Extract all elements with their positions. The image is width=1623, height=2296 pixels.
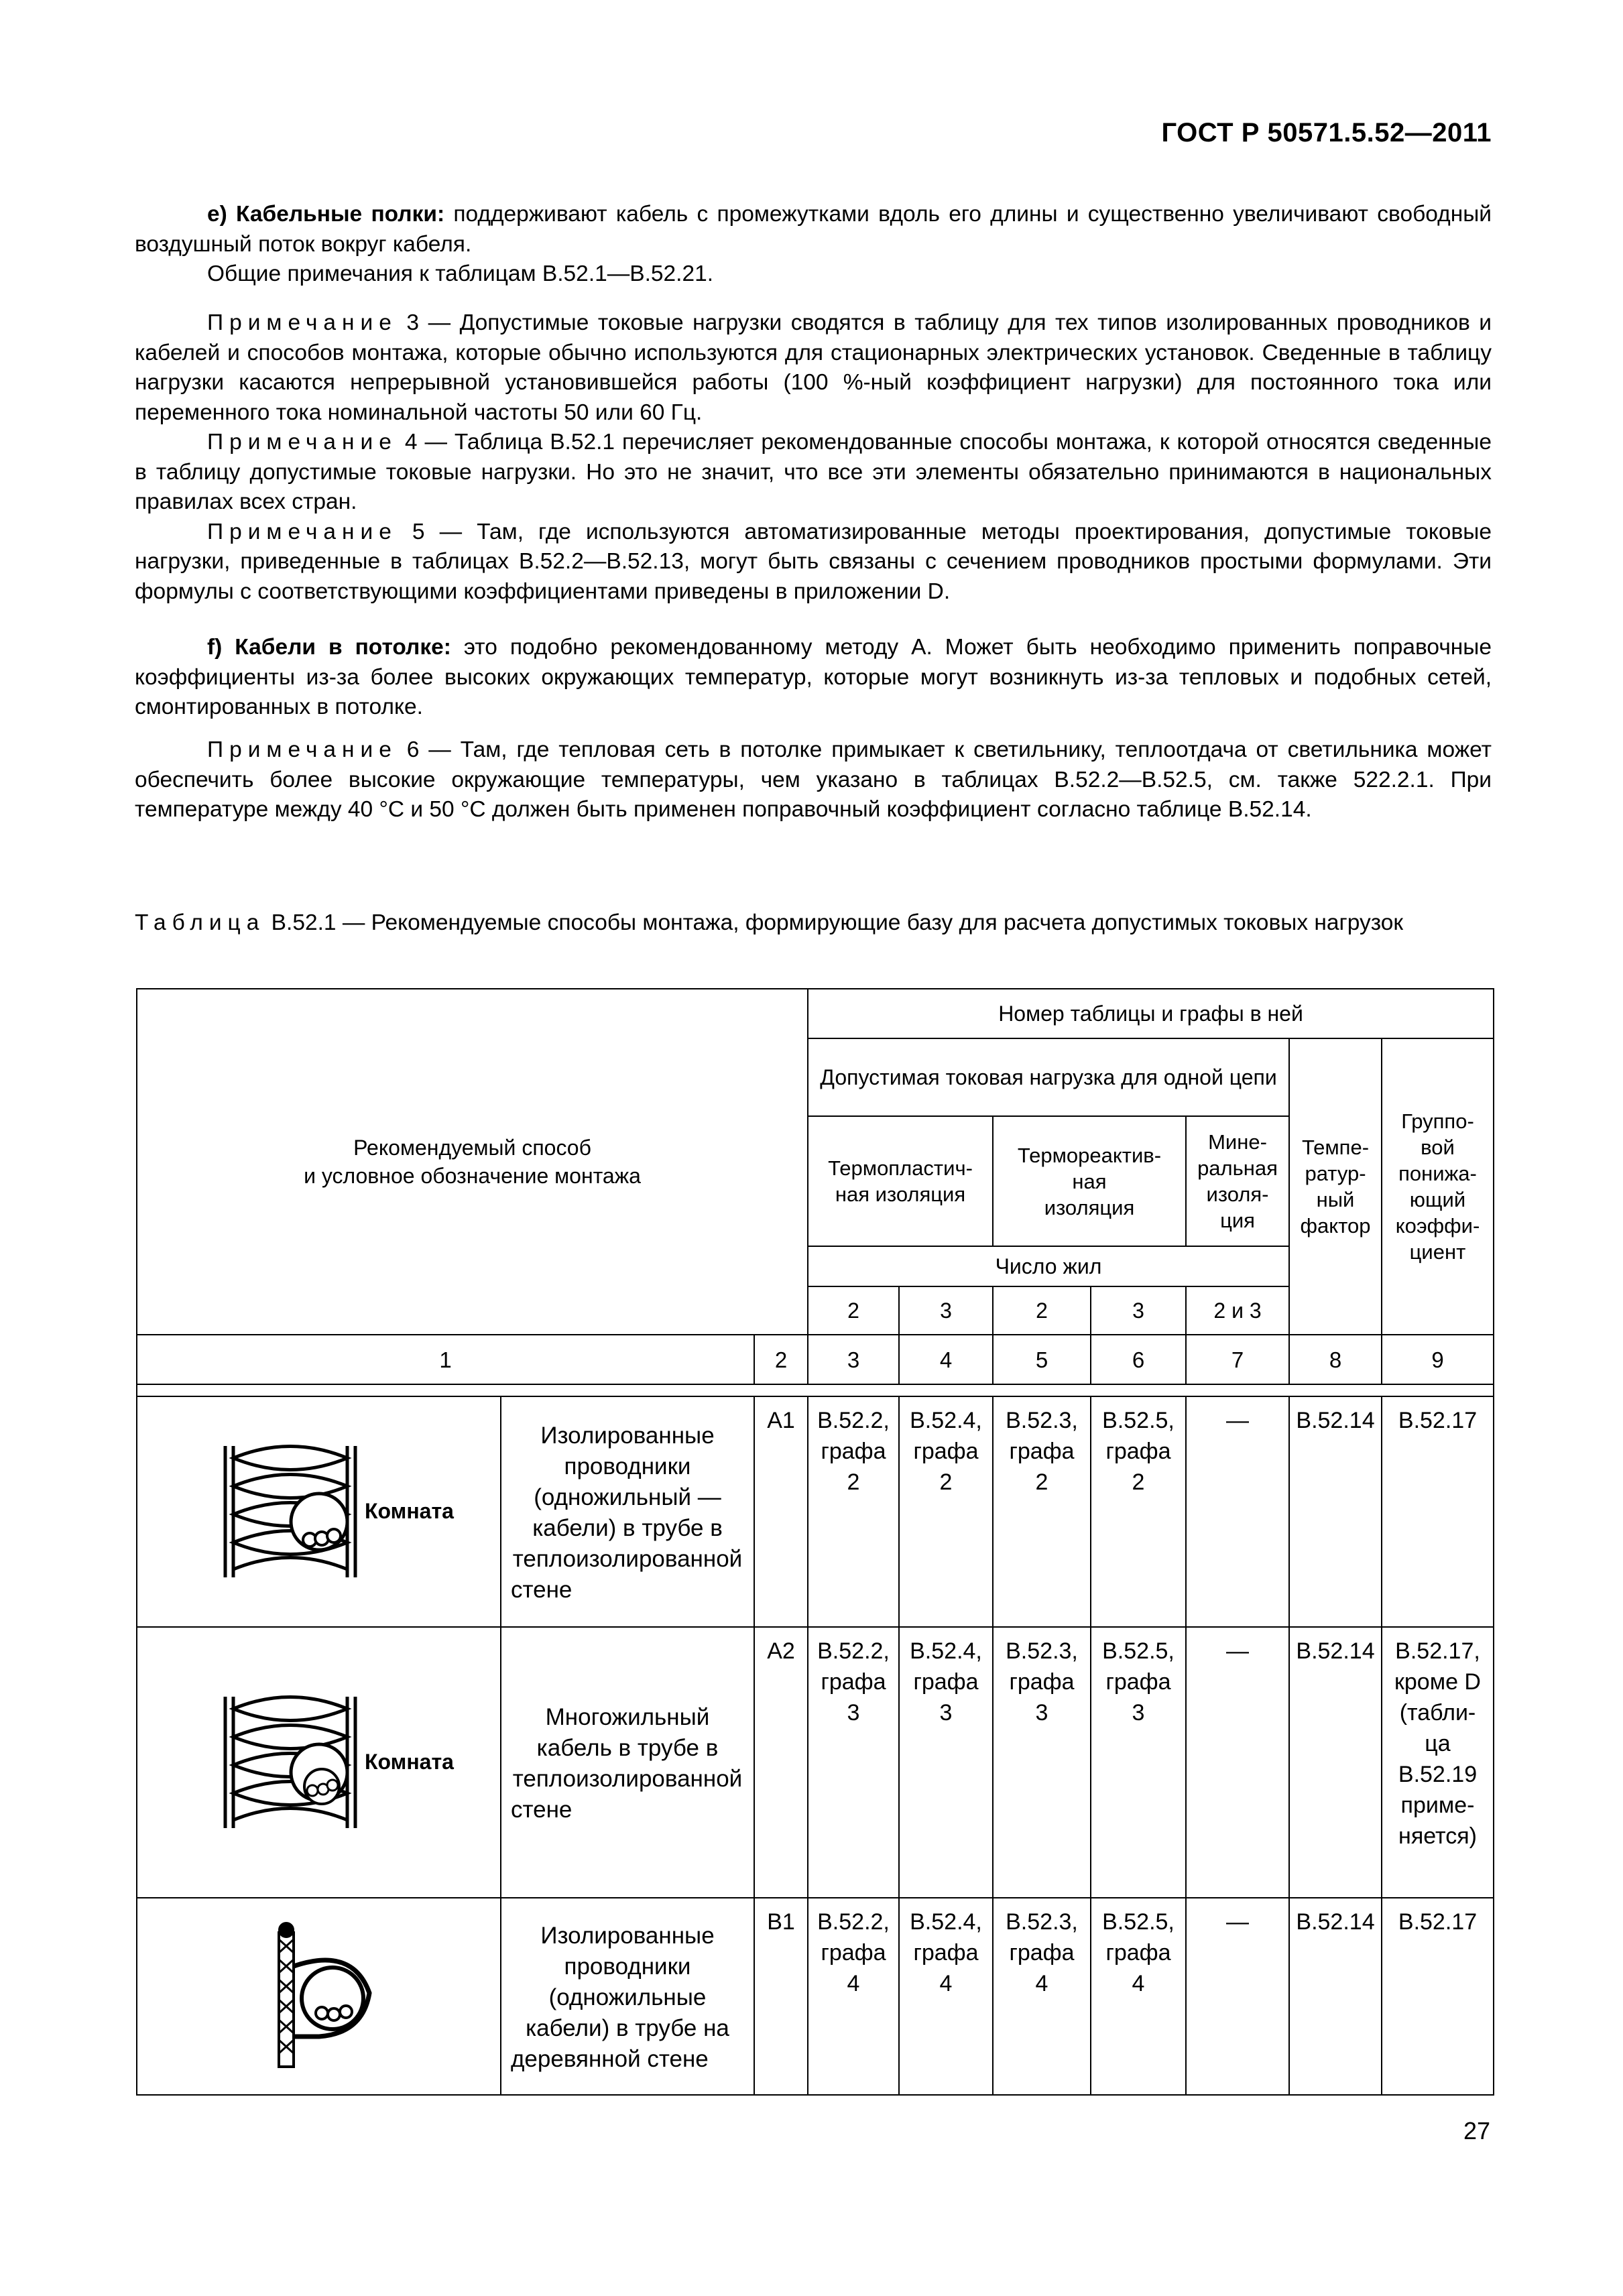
header-number-of-cores: Число жил xyxy=(808,1246,1289,1286)
header-installation-method: Рекомендуемый способ и условное обозначение монтажа xyxy=(137,989,808,1335)
table-ref-col5: В.52.3, графа 4 xyxy=(993,1898,1091,2095)
header-group-factor: Группо- вой понижа- ющий коэффи- циент xyxy=(1382,1038,1494,1335)
column-number: 6 xyxy=(1091,1335,1186,1384)
note-4-number: 4 — xyxy=(397,430,455,455)
general-notes-line: Общие примечания к таблицам В.52.1—В.52.21. xyxy=(207,261,714,286)
cores-value: 2 xyxy=(808,1286,899,1335)
table-row xyxy=(137,1627,1494,1898)
cores-value: 2 и 3 xyxy=(1186,1286,1289,1335)
table-ref-col9: В.52.17 xyxy=(1382,1396,1494,1627)
method-code: A2 xyxy=(754,1627,808,1898)
method-description: Изолированные проводники (одножильные кабели) в трубе на деревянной стене xyxy=(501,1898,754,2095)
note-6-text: Там, где тепловая сеть в потолке примыкает к светильнику, теплоотдача от светильника может обеспечить более высокие окружающие температуры, чем указано в таблицах В.52.2—В.52.5, см. также 522.2.1. При температуре между 40 °С и 50 °С должен быть применен поправочный коэффициент согласно таблице В.52.14. xyxy=(135,737,1492,822)
table-ref-col6: В.52.5, графа 2 xyxy=(1091,1396,1186,1627)
page-number: 27 xyxy=(1463,2117,1490,2144)
table-ref-col7: — xyxy=(1186,1898,1289,2095)
header-thermoplastic: Термопластич- ная изоляция xyxy=(808,1116,993,1246)
table-ref-col5: В.52.3, графа 2 xyxy=(993,1396,1091,1627)
method-description: Многожильный кабель в трубе в теплоизолированной стене xyxy=(501,1627,754,1898)
header-thermoset: Термореактив- ная изоляция xyxy=(993,1116,1186,1246)
note-5-number: 5 — xyxy=(397,519,477,544)
diagram-a2 xyxy=(137,1627,501,1898)
table-ref-col8: В.52.14 xyxy=(1289,1898,1382,2095)
paragraph-e-text: поддерживают кабель с промежутками вдоль его длины и существенно увеличивают свободный воздушный поток вокруг кабеля. xyxy=(135,202,1492,257)
document-code: ГОСТ Р 50571.5.52—2011 xyxy=(1161,118,1492,147)
table-ref-col3: В.52.2, графа 3 xyxy=(808,1627,899,1898)
note-3-number: 3 — xyxy=(397,310,460,335)
table-ref-col8: В.52.14 xyxy=(1289,1627,1382,1898)
table-ref-col8: В.52.14 xyxy=(1289,1396,1382,1627)
installation-methods-table xyxy=(136,988,1494,2096)
header-single-circuit: Допустимая токовая нагрузка для одной цепи xyxy=(808,1038,1289,1116)
cores-value: 3 xyxy=(899,1286,993,1335)
header-mineral: Мине- ральная изоля- ция xyxy=(1186,1116,1289,1246)
table-ref-col6: В.52.5, графа 3 xyxy=(1091,1627,1186,1898)
column-number: 8 xyxy=(1289,1335,1382,1384)
table-caption xyxy=(135,908,1492,939)
note-label: Примечание xyxy=(207,310,398,335)
header-table-number: Номер таблицы и графы в ней xyxy=(808,989,1494,1038)
note-5-text: Там, где используются автоматизированные методы проектирования, допустимые токовые нагрузки, приведенные в таблицах В.52.2—В.52.13, могут быть связаны с сечением проводников простыми формулами. Эти формулы с соответствующими коэффициентами приведены в приложении D. xyxy=(135,519,1492,604)
table-caption-text: В.52.1 — Рекомендуемые способы монтажа, формирующие базу для расчета допустимых токовых нагрузок xyxy=(265,910,1403,935)
table-ref-col3: В.52.2, графа 2 xyxy=(808,1396,899,1627)
column-number: 1 xyxy=(137,1335,754,1384)
note-6-block xyxy=(135,735,1492,825)
table-ref-col5: В.52.3, графа 3 xyxy=(993,1627,1091,1898)
column-number: 5 xyxy=(993,1335,1091,1384)
note-6-number: 6 — xyxy=(397,737,461,762)
column-number: 7 xyxy=(1186,1335,1289,1384)
method-code: B1 xyxy=(754,1898,808,2095)
table-ref-col7: — xyxy=(1186,1627,1289,1898)
insulated-wall-conduit-icon xyxy=(178,1438,460,1585)
diagram-b1 xyxy=(137,1898,501,2095)
term-cables-in-ceiling: f) Кабели в потолке: xyxy=(207,635,451,660)
note-label: Примечание xyxy=(207,737,398,762)
table-row xyxy=(137,1396,1494,1627)
paragraph-e xyxy=(135,200,1492,290)
table-separator xyxy=(137,1384,1494,1396)
column-number: 9 xyxy=(1382,1335,1494,1384)
column-number: 3 xyxy=(808,1335,899,1384)
insulated-wall-multicore-icon xyxy=(178,1689,460,1836)
note-label: Примечание xyxy=(207,519,398,544)
cores-value: 2 xyxy=(993,1286,1091,1335)
note-4-text: Таблица В.52.1 перечисляет рекомендованные способы монтажа, к которой относятся сведенные в таблицу допустимые токовые нагрузки. Но это не значит, что все эти элементы обязательно принимаются в национальных правилах всех стран. xyxy=(135,430,1492,514)
table-ref-col6: В.52.5, графа 4 xyxy=(1091,1898,1186,2095)
table-caption-label: Таблица xyxy=(135,910,265,935)
table-ref-col3: В.52.2, графа 4 xyxy=(808,1898,899,2095)
paragraph-f-text: это подобно рекомендованному методу А. Может быть необходимо применить поправочные коэффициенты из-за более высоких окружающих температур, которые могут возникнуть из-за тепловых и подобных сетей, смонтированных в потолке. xyxy=(135,635,1492,719)
table-ref-col4: В.52.4, графа 3 xyxy=(899,1627,993,1898)
wooden-wall-conduit-icon xyxy=(252,1919,386,2073)
note-3-text: Допустимые токовые нагрузки сводятся в таблицу для тех типов изолированных проводников и кабелей и способов монтажа, которые обычно используются для стационарных электрических установок. Сведенные в таблицу нагрузки касаются непрерывной установившейся работы (100 %-ный коэффициент нагрузки) для постоянного тока или переменного тока номинальной частоты 50 или 60 Гц. xyxy=(135,310,1492,425)
notes-block xyxy=(135,308,1492,607)
table-ref-col7: — xyxy=(1186,1396,1289,1627)
table-ref-col9: В.52.17, кроме D (табли- ца В.52.19 приме- няется) xyxy=(1382,1627,1494,1898)
method-code: A1 xyxy=(754,1396,808,1627)
cores-value: 3 xyxy=(1091,1286,1186,1335)
room-label: Комната xyxy=(364,1499,454,1523)
table-ref-col4: В.52.4, графа 4 xyxy=(899,1898,993,2095)
paragraph-f xyxy=(135,633,1492,723)
term-cable-shelves: е) Кабельные полки: xyxy=(207,202,445,227)
room-label: Комната xyxy=(364,1750,454,1774)
column-number: 2 xyxy=(754,1335,808,1384)
column-number: 4 xyxy=(899,1335,993,1384)
table-row xyxy=(137,1898,1494,2095)
diagram-a1 xyxy=(137,1396,501,1627)
table-ref-col9: В.52.17 xyxy=(1382,1898,1494,2095)
table-ref-col4: В.52.4, графа 2 xyxy=(899,1396,993,1627)
note-label: Примечание xyxy=(207,430,398,455)
method-description: Изолированные проводники (одножильный — кабели) в трубе в теплоизолированной стене xyxy=(501,1396,754,1627)
header-temperature-factor: Темпе- ратур- ный фактор xyxy=(1289,1038,1382,1335)
